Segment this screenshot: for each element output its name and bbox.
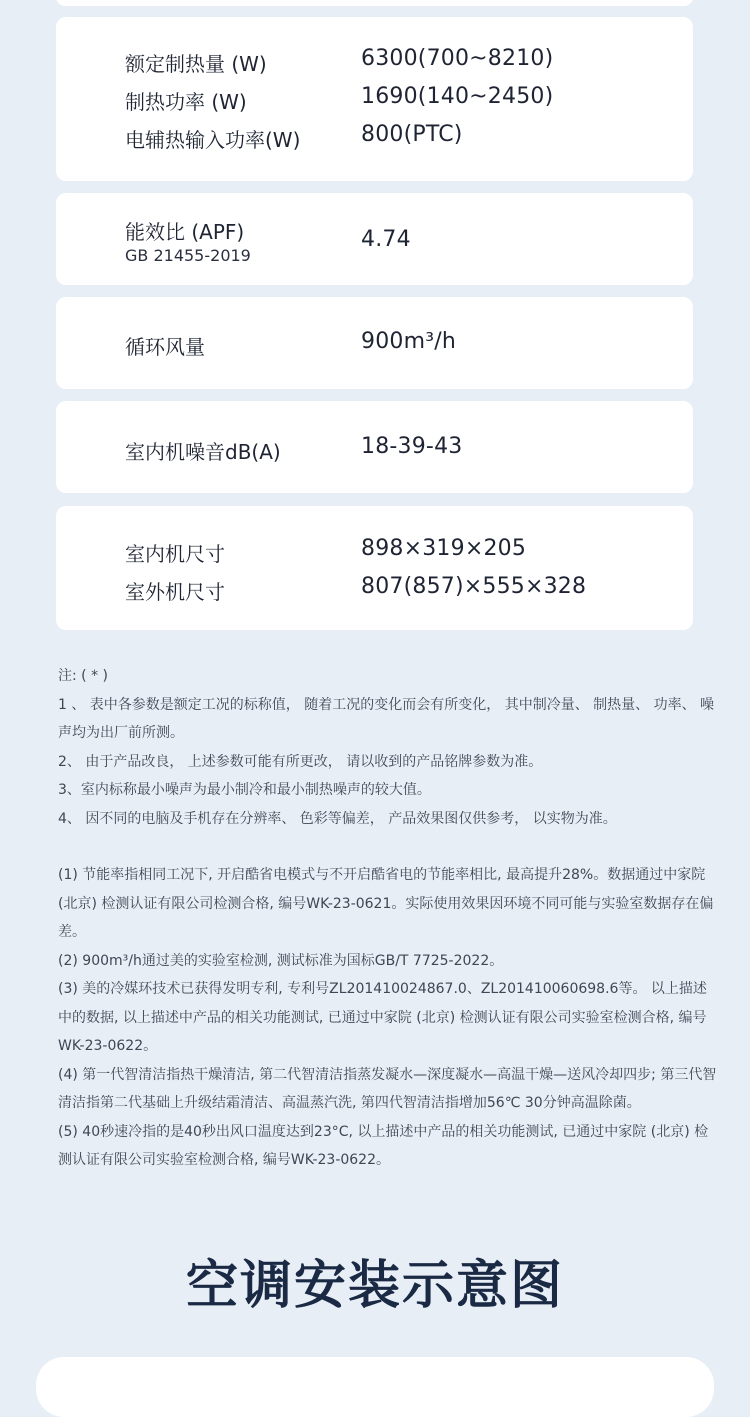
spec-sublabel: GB 21455-2019	[125, 246, 251, 265]
footnote-item: (1) 节能率指相同工况下, 开启酷省电模式与不开启酷省电的节能率相比, 最高提升28%。数据通过中家院 (北京) 检测认证有限公司检测合格, 编号WK-23-0621。实际使用效果因环境不同可能与实验室数据存在偏差。	[58, 867, 714, 940]
spec-card-previous	[56, 0, 693, 6]
notes-section	[58, 662, 718, 1175]
install-diagram-panel	[36, 1357, 714, 1417]
spec-value: 6300(700~8210)	[361, 46, 554, 71]
note-item: 4、 因不同的电脑及手机存在分辨率、 色彩等偏差， 产品效果图仅供参考， 以实物为准。	[58, 810, 617, 827]
spec-label: 循环风量	[125, 335, 205, 359]
note-item: 2、 由于产品改良， 上述参数可能有所更改， 请以收到的产品铭牌参数为准。	[58, 753, 543, 770]
spec-card-heating	[56, 17, 693, 181]
spec-card-size	[56, 506, 693, 630]
note-item: 3、室内标称最小噪声为最小制冷和最小制热噪声的较大值。	[58, 782, 431, 798]
spec-label: 能效比 (APF)	[125, 220, 245, 244]
spec-label: 室外机尺寸	[125, 580, 225, 604]
spec-card-noise	[56, 401, 693, 493]
spec-card-efficiency	[56, 193, 693, 285]
spec-label: 制热功率 (W)	[125, 90, 247, 114]
footnote-item: (5) 40秒速冷指的是40秒出风口温度达到23°C, 以上描述中产品的相关功能测试, 已通过中家院 (北京) 检测认证有限公司实验室检测合格, 编号WK-23-0622。	[58, 1123, 709, 1168]
spec-value: 898×319×205	[361, 536, 527, 561]
footnote-item: (4) 第一代智清洁指热干燥清洁, 第二代智清洁指蒸发凝水—深度凝水—高温干燥—送风冷却四步; 第三代智清洁指第二代基础上升级结霜清洁、高温蒸汽洗, 第四代智清洁指增加56℃ 30分钟高温除菌。	[58, 1066, 717, 1111]
spec-value: 1690(140~2450)	[361, 84, 554, 109]
spec-value: 900m³/h	[361, 329, 456, 354]
spec-value: 18-39-43	[361, 434, 463, 459]
note-item: 1 、 表中各参数是额定工况的标称值， 随着工况的变化而会有所变化， 其中制冷量、 制热量、 功率、 噪声均为出厂前所测。	[58, 696, 715, 741]
notes-title: 注: ( * )	[58, 668, 108, 684]
spec-value: 800(PTC)	[361, 122, 463, 147]
spec-value: 4.74	[361, 227, 411, 252]
section-heading: 空调安装示意图	[185, 1256, 564, 1316]
footnote-item: (3) 美的冷媒环技术已获得发明专利, 专利号ZL201410024867.0、ZL201410060698.6等。 以上描述中的数据, 以上描述中产品的相关功能测试, 已通过中家院 (北京) 检测认证有限公司实验室检测合格, 编号WK-23-0622。	[58, 981, 707, 1054]
spec-label: 电辅热输入功率(W)	[125, 128, 301, 152]
spec-label: 额定制热量 (W)	[125, 52, 267, 76]
spec-value: 807(857)×555×328	[361, 574, 587, 599]
spec-label: 室内机噪音dB(A)	[125, 440, 281, 464]
spec-label: 室内机尺寸	[125, 542, 225, 566]
footnote-item: (2) 900m³/h通过美的实验室检测, 测试标准为国标GB/T 7725-2022。	[58, 952, 504, 969]
spec-card-airflow	[56, 297, 693, 389]
